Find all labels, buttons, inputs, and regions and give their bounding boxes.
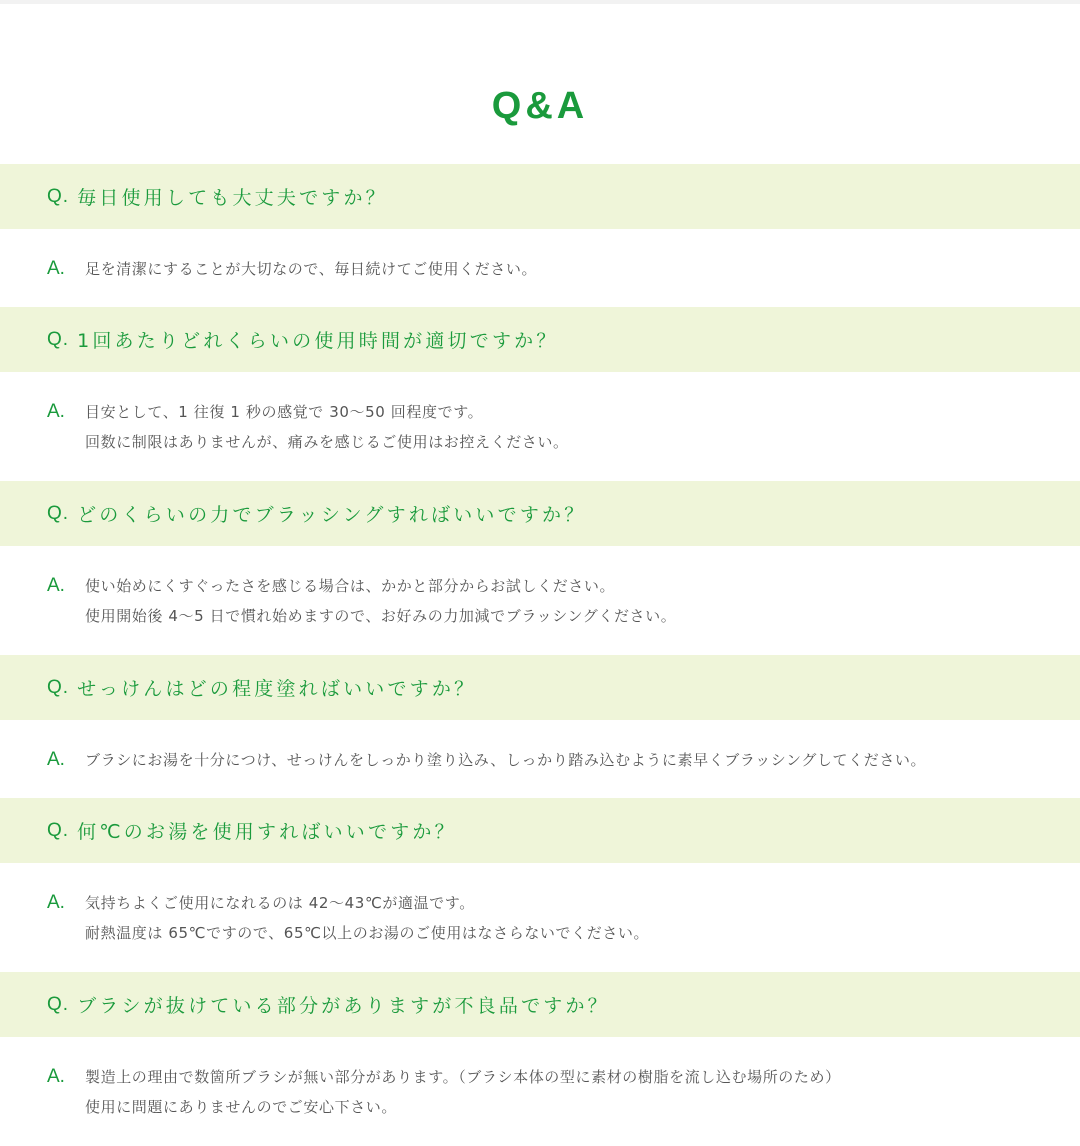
answer-text: [85, 571, 676, 631]
answer-text: [85, 888, 649, 948]
answer-prefix: A.: [47, 258, 65, 279]
answer-line: 耐熱温度は 65℃ですので、65℃以上のお湯のご使用はなさらないでください。: [85, 924, 650, 942]
answer-text: [85, 745, 926, 775]
question-text: 毎日使用しても大丈夫ですか？: [77, 187, 388, 209]
question-text: どのくらいの力でブラッシングすればいいですか？: [77, 504, 587, 526]
answer-line: 気持ちよくご使用になれるのは 42〜43℃が適温です。: [85, 894, 475, 912]
top-divider: [0, 0, 1080, 4]
answer-line: 使用開始後 4〜5 日で慣れ始めますので、お好みの力加減でブラッシングください。: [85, 607, 677, 625]
question-prefix: Q.: [47, 328, 70, 350]
question-row: [0, 798, 1080, 863]
question-row: [0, 481, 1080, 546]
answer-row: [0, 720, 1080, 798]
answer-line: 製造上の理由で数箇所ブラシが無い部分があります。（ブラシ本体の型に素材の樹脂を流し込む場所のため）: [85, 1068, 841, 1086]
answer-text: [85, 397, 569, 457]
answer-text: [85, 254, 537, 284]
answer-prefix: A.: [47, 401, 65, 422]
answer-text: [85, 1062, 841, 1122]
question-prefix: Q.: [47, 676, 70, 698]
question-text: 1回あたりどれくらいの使用時間が適切ですか？: [77, 330, 559, 352]
question-text: ブラシが抜けている部分がありますが不良品ですか？: [77, 995, 610, 1017]
question-text: 何℃のお湯を使用すればいいですか？: [77, 821, 457, 843]
qa-list: [0, 164, 1080, 1146]
answer-line: 目安として、1 往復 1 秒の感覚で 30〜50 回程度です。: [85, 403, 484, 421]
answer-row: [0, 863, 1080, 972]
answer-prefix: A.: [47, 1066, 65, 1087]
question-text: せっけんはどの程度塗ればいいですか？: [77, 678, 477, 700]
question-row: [0, 655, 1080, 720]
answer-prefix: A.: [47, 892, 65, 913]
answer-line: 使用に問題にありませんのでご安心下さい。: [85, 1098, 398, 1116]
answer-line: ブラシにお湯を十分につけ、せっけんをしっかり塗り込み、しっかり踏み込むように素早くブラッシングしてください。: [85, 751, 927, 769]
answer-row: [0, 229, 1080, 307]
page-title: Q&A: [491, 85, 589, 127]
answer-row: [0, 546, 1080, 655]
question-prefix: Q.: [47, 819, 70, 841]
answer-prefix: A.: [47, 575, 65, 596]
answer-line: 足を清潔にすることが大切なので、毎日続けてご使用ください。: [85, 260, 538, 278]
answer-line: 回数に制限はありませんが、痛みを感じるご使用はお控えください。: [85, 433, 569, 451]
answer-line: 使い始めにくすぐったさを感じる場合は、かかと部分からお試しください。: [85, 577, 616, 595]
answer-row: [0, 372, 1080, 481]
answer-prefix: A.: [47, 749, 65, 770]
question-prefix: Q.: [47, 502, 70, 524]
question-row: [0, 164, 1080, 229]
question-prefix: Q.: [47, 993, 70, 1015]
question-prefix: Q.: [47, 185, 70, 207]
question-row: [0, 307, 1080, 372]
question-row: [0, 972, 1080, 1037]
